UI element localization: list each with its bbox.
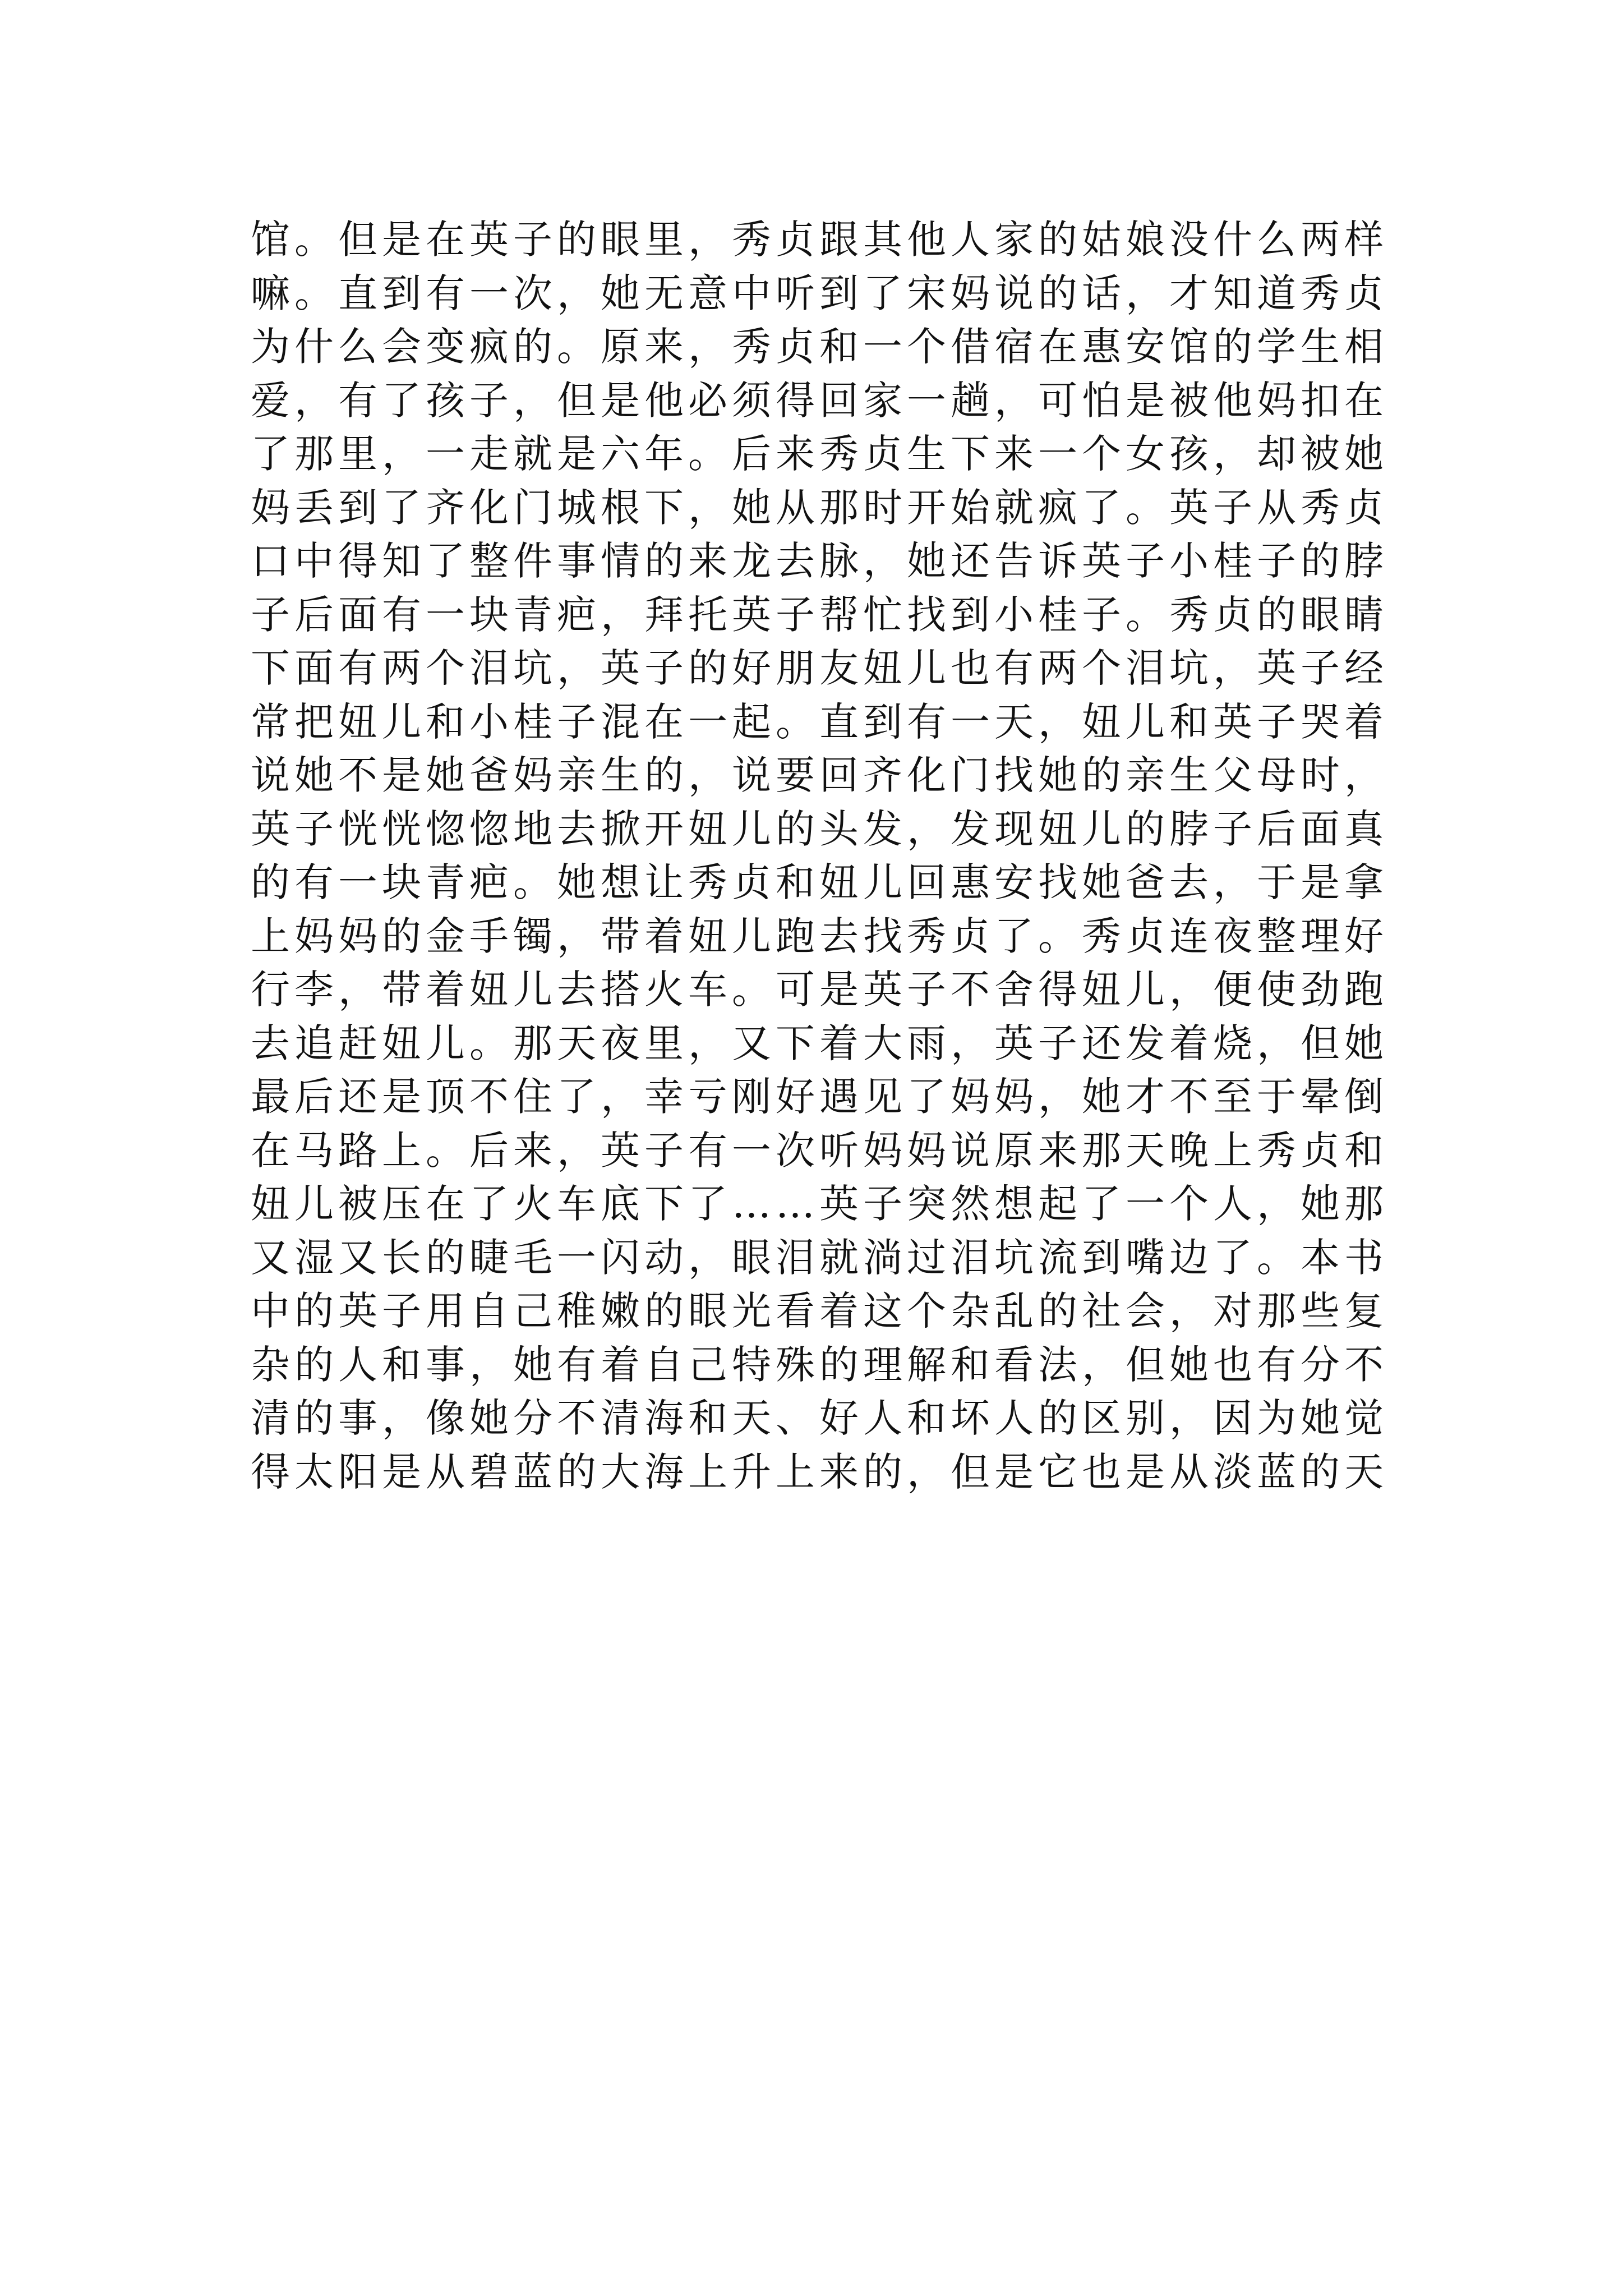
text-line: 口中得知了整件事情的来龙去脉，她还告诉英子小桂子的脖 [251,538,1388,584]
text-line: 去追赶妞儿。那天夜里，又下着大雨，英子还发着烧，但她 [251,1020,1388,1066]
text-line: 的有一块青疤。她想让秀贞和妞儿回惠安找她爸去，于是拿 [251,859,1388,905]
text-line: 得太阳是从碧蓝的大海上升上来的，但是它也是从淡蓝的天 [251,1448,1388,1495]
text-line: 了那里，一走就是六年。后来秀贞生下来一个女孩，却被她 [251,431,1388,477]
text-line: 为什么会变疯的。原来，秀贞和一个借宿在惠安馆的学生相 [251,324,1388,370]
text-line: 嘛。直到有一次，她无意中听到了宋妈说的话，才知道秀贞 [251,270,1388,316]
text-line: 杂的人和事，她有着自己特殊的理解和看法，但她也有分不 [251,1341,1388,1388]
text-line: 清的事，像她分不清海和天、好人和坏人的区别，因为她觉 [251,1395,1388,1441]
text-line: 中的英子用自己稚嫩的眼光看着这个杂乱的社会，对那些复 [251,1288,1388,1334]
text-line: 妈丢到了齐化门城根下，她从那时开始就疯了。英子从秀贞 [251,484,1388,531]
text-line: 说她不是她爸妈亲生的，说要回齐化门找她的亲生父母时， [251,752,1388,798]
text-line: 上妈妈的金手镯，带着妞儿跑去找秀贞了。秀贞连夜整理好 [251,913,1388,959]
text-line: 最后还是顶不住了，幸亏刚好遇见了妈妈，她才不至于晕倒 [251,1074,1388,1120]
text-line: 馆。但是在英子的眼里，秀贞跟其他人家的姑娘没什么两样 [251,217,1388,263]
text-line: 子后面有一块青疤，拜托英子帮忙找到小桂子。秀贞的眼睛 [251,591,1388,638]
text-line: 下面有两个泪坑，英子的好朋友妞儿也有两个泪坑，英子经 [251,645,1388,691]
body-text [251,213,1395,1499]
text-line: 爱，有了孩子，但是他必须得回家一趟，可怕是被他妈扣在 [251,377,1388,424]
text-line: 英子恍恍惚惚地去掀开妞儿的头发，发现妞儿的脖子后面真 [251,806,1388,852]
text-line: 妞儿被压在了火车底下了……英子突然想起了一个人，她那 [251,1181,1388,1227]
text-line: 在马路上。后来，英子有一次听妈妈说原来那天晚上秀贞和 [251,1127,1388,1174]
text-line: 又湿又长的睫毛一闪动，眼泪就淌过泪坑流到嘴边了。本书 [251,1234,1388,1281]
text-line: 常把妞儿和小桂子混在一起。直到有一天，妞儿和英子哭着 [251,698,1388,745]
text-line: 行李，带着妞儿去搭火车。可是英子不舍得妞儿，便使劲跑 [251,967,1388,1013]
